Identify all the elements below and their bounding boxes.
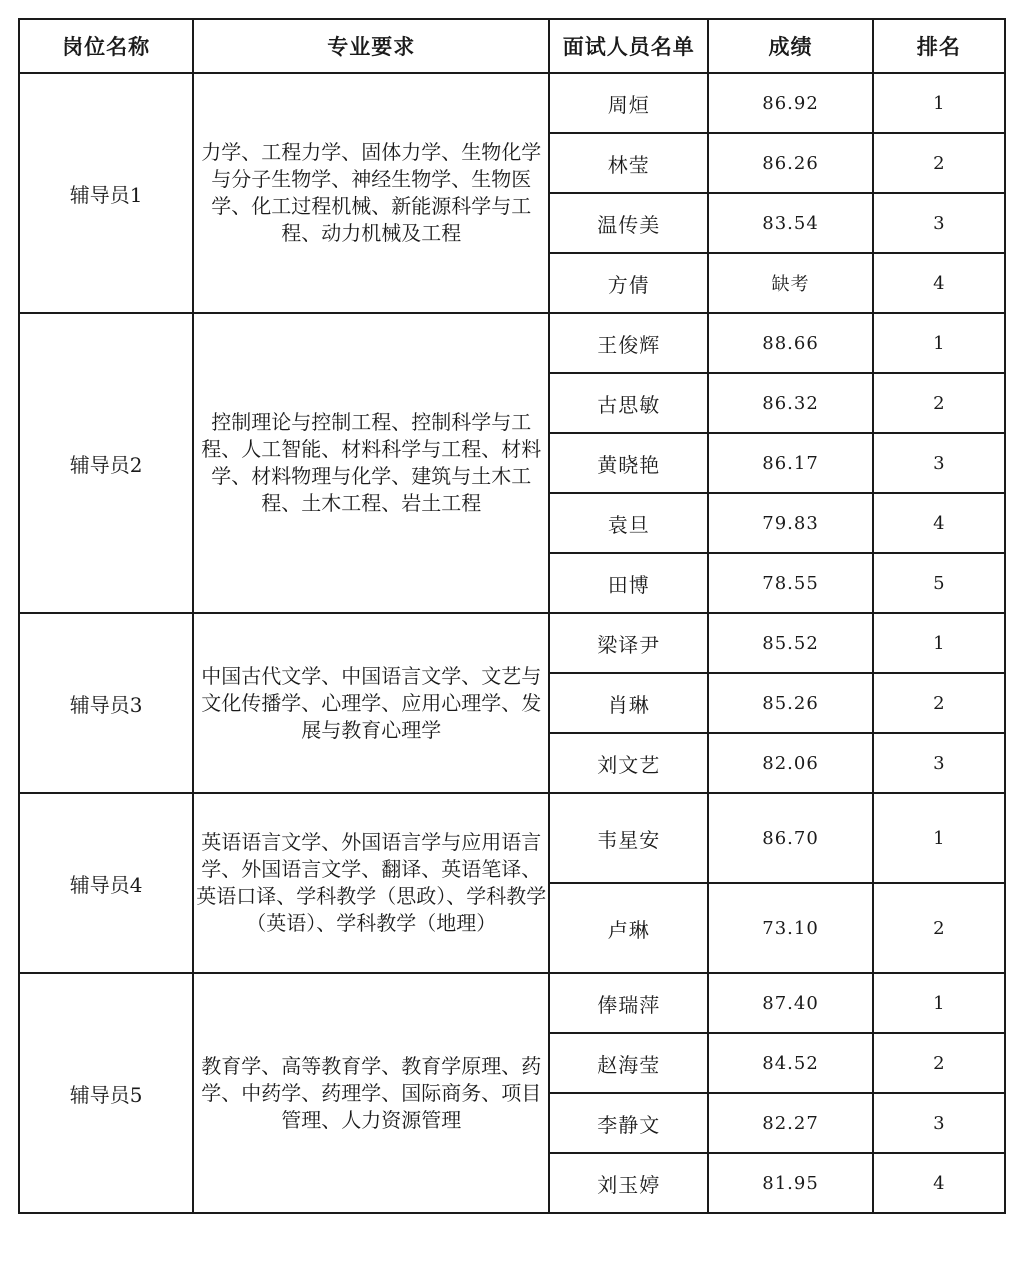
header-candidates: 面试人员名单 xyxy=(549,19,708,73)
candidate-name: 黄晓艳 xyxy=(549,433,708,493)
position-cell: 辅导员5 xyxy=(19,973,193,1213)
candidate-rank: 3 xyxy=(873,193,1005,253)
header-rank: 排名 xyxy=(873,19,1005,73)
candidate-name: 梁译尹 xyxy=(549,613,708,673)
candidate-score: 85.26 xyxy=(708,673,872,733)
header-position: 岗位名称 xyxy=(19,19,193,73)
major-cell: 力学、工程力学、固体力学、生物化学与分子生物学、神经生物学、生物医学、化工过程机械、新能源科学与工程、动力机械及工程 xyxy=(193,73,549,313)
candidate-rank: 3 xyxy=(873,433,1005,493)
candidate-score: 73.10 xyxy=(708,883,872,973)
table-row xyxy=(19,973,1005,1033)
candidate-rank: 2 xyxy=(873,373,1005,433)
interview-results-table xyxy=(18,18,1006,1214)
table-row xyxy=(19,313,1005,373)
candidate-name: 方倩 xyxy=(549,253,708,313)
position-cell: 辅导员2 xyxy=(19,313,193,613)
candidate-score: 87.40 xyxy=(708,973,872,1033)
candidate-name: 林莹 xyxy=(549,133,708,193)
candidate-name: 刘文艺 xyxy=(549,733,708,793)
candidate-score: 85.52 xyxy=(708,613,872,673)
candidate-score: 79.83 xyxy=(708,493,872,553)
candidate-name: 赵海莹 xyxy=(549,1033,708,1093)
candidate-name: 肖琳 xyxy=(549,673,708,733)
candidate-score: 86.32 xyxy=(708,373,872,433)
candidate-rank: 4 xyxy=(873,493,1005,553)
candidate-score: 缺考 xyxy=(708,253,872,313)
header-score: 成绩 xyxy=(708,19,872,73)
candidate-score: 83.54 xyxy=(708,193,872,253)
candidate-name: 王俊辉 xyxy=(549,313,708,373)
position-cell: 辅导员1 xyxy=(19,73,193,313)
header-row xyxy=(19,19,1005,73)
candidate-rank: 1 xyxy=(873,73,1005,133)
candidate-rank: 4 xyxy=(873,253,1005,313)
candidate-name: 周烜 xyxy=(549,73,708,133)
candidate-score: 78.55 xyxy=(708,553,872,613)
candidate-rank: 2 xyxy=(873,1033,1005,1093)
candidate-name: 袁旦 xyxy=(549,493,708,553)
candidate-score: 88.66 xyxy=(708,313,872,373)
candidate-score: 86.17 xyxy=(708,433,872,493)
candidate-rank: 2 xyxy=(873,883,1005,973)
candidate-score: 82.27 xyxy=(708,1093,872,1153)
candidate-score: 86.70 xyxy=(708,793,872,883)
candidate-name: 韦星安 xyxy=(549,793,708,883)
candidate-rank: 1 xyxy=(873,973,1005,1033)
candidate-rank: 1 xyxy=(873,613,1005,673)
candidate-name: 俸瑞萍 xyxy=(549,973,708,1033)
table-row xyxy=(19,73,1005,133)
candidate-name: 李静文 xyxy=(549,1093,708,1153)
candidate-name: 田博 xyxy=(549,553,708,613)
candidate-rank: 3 xyxy=(873,1093,1005,1153)
candidate-score: 86.92 xyxy=(708,73,872,133)
candidate-name: 刘玉婷 xyxy=(549,1153,708,1213)
candidate-score: 86.26 xyxy=(708,133,872,193)
candidate-score: 81.95 xyxy=(708,1153,872,1213)
position-cell: 辅导员4 xyxy=(19,793,193,973)
major-cell: 控制理论与控制工程、控制科学与工程、人工智能、材料科学与工程、材料学、材料物理与化学、建筑与土木工程、土木工程、岩土工程 xyxy=(193,313,549,613)
candidate-score: 84.52 xyxy=(708,1033,872,1093)
candidate-rank: 3 xyxy=(873,733,1005,793)
table-row xyxy=(19,613,1005,673)
candidate-rank: 1 xyxy=(873,793,1005,883)
candidate-rank: 1 xyxy=(873,313,1005,373)
candidate-name: 古思敏 xyxy=(549,373,708,433)
major-cell: 英语语言文学、外国语言学与应用语言学、外国语言文学、翻译、英语笔译、英语口译、学科教学（思政）、学科教学（英语）、学科教学（地理） xyxy=(193,793,549,973)
candidate-name: 卢琳 xyxy=(549,883,708,973)
candidate-rank: 4 xyxy=(873,1153,1005,1213)
candidate-score: 82.06 xyxy=(708,733,872,793)
candidate-rank: 2 xyxy=(873,673,1005,733)
candidate-name: 温传美 xyxy=(549,193,708,253)
major-cell: 教育学、高等教育学、教育学原理、药学、中药学、药理学、国际商务、项目管理、人力资源管理 xyxy=(193,973,549,1213)
table-row xyxy=(19,793,1005,883)
major-cell: 中国古代文学、中国语言文学、文艺与文化传播学、心理学、应用心理学、发展与教育心理学 xyxy=(193,613,549,793)
header-major: 专业要求 xyxy=(193,19,549,73)
position-cell: 辅导员3 xyxy=(19,613,193,793)
candidate-rank: 5 xyxy=(873,553,1005,613)
candidate-rank: 2 xyxy=(873,133,1005,193)
